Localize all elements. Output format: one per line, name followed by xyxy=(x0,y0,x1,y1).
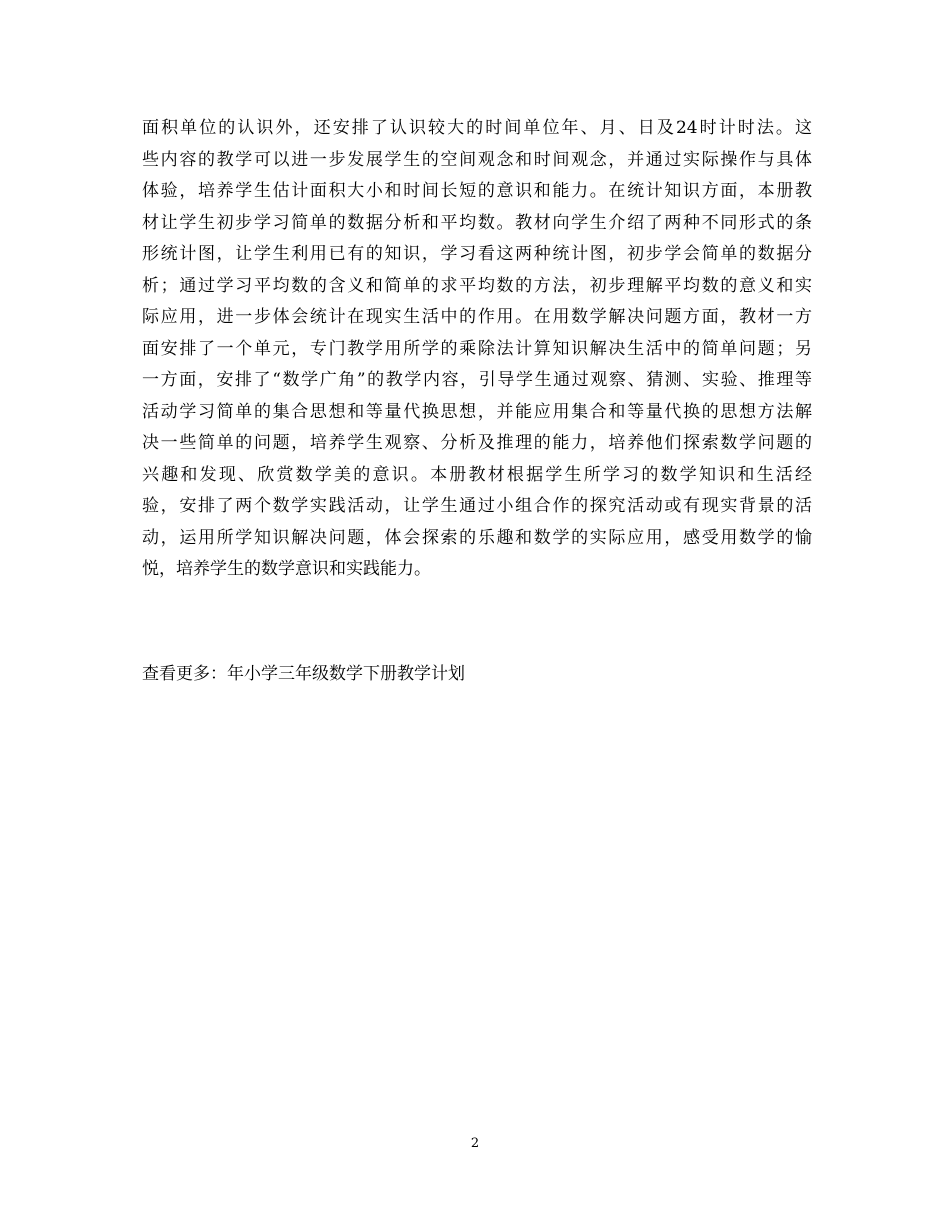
paragraph-line: 悦，培养学生的数学意识和实践能力。 xyxy=(142,559,431,579)
paragraph-line: 面积单位的认识外，还安排了认识较大的时间单位年、月、日及24时计时法。这 xyxy=(142,118,812,138)
paragraph-line: 形统计图，让学生利用已有的知识，学习看这两种统计图，初步学会简单的数据分 xyxy=(142,244,812,264)
paragraph-line: 一方面，安排了“数学广角”的教学内容，引导学生通过观察、猜测、实验、推理等 xyxy=(142,370,812,390)
paragraph-line: 际应用，进一步体会统计在现实生活中的作用。在用数学解决问题方面，教材一方 xyxy=(142,307,812,327)
body-paragraph xyxy=(142,113,812,586)
paragraph-line: 体验，培养学生估计面积大小和时间长短的意识和能力。在统计知识方面，本册教 xyxy=(142,181,812,201)
paragraph-line: 面安排了一个单元，专门教学用所学的乘除法计算知识解决生活中的简单问题；另 xyxy=(142,338,812,359)
paragraph-line: 些内容的教学可以进一步发展学生的空间观念和时间观念，并通过实际操作与具体 xyxy=(142,149,812,170)
paragraph-line: 材让学生初步学习简单的数据分析和平均数。教材向学生介绍了两种不同形式的条 xyxy=(142,212,812,233)
paragraph-line: 动，运用所学知识解决问题，体会探索的乐趣和数学的实际应用，感受用数学的愉 xyxy=(142,527,812,548)
paragraph-line: 验，安排了两个数学实践活动，让学生通过小组合作的探究活动或有现实背景的活 xyxy=(142,496,812,516)
paragraph-line: 析；通过学习平均数的含义和简单的求平均数的方法，初步理解平均数的意义和实 xyxy=(142,275,812,296)
page-number: 2 xyxy=(470,1136,480,1151)
paragraph-line: 活动学习简单的集合思想和等量代换思想，并能应用集合和等量代换的思想方法解 xyxy=(142,401,812,422)
see-more-link[interactable]: 查看更多：年小学三年级数学下册教学计划 xyxy=(142,664,465,684)
paragraph-line: 兴趣和发现、欣赏数学美的意识。本册教材根据学生所学习的数学知识和生活经 xyxy=(142,464,812,485)
paragraph-line: 决一些简单的问题，培养学生观察、分析及推理的能力，培养他们探索数学问题的 xyxy=(142,433,812,453)
